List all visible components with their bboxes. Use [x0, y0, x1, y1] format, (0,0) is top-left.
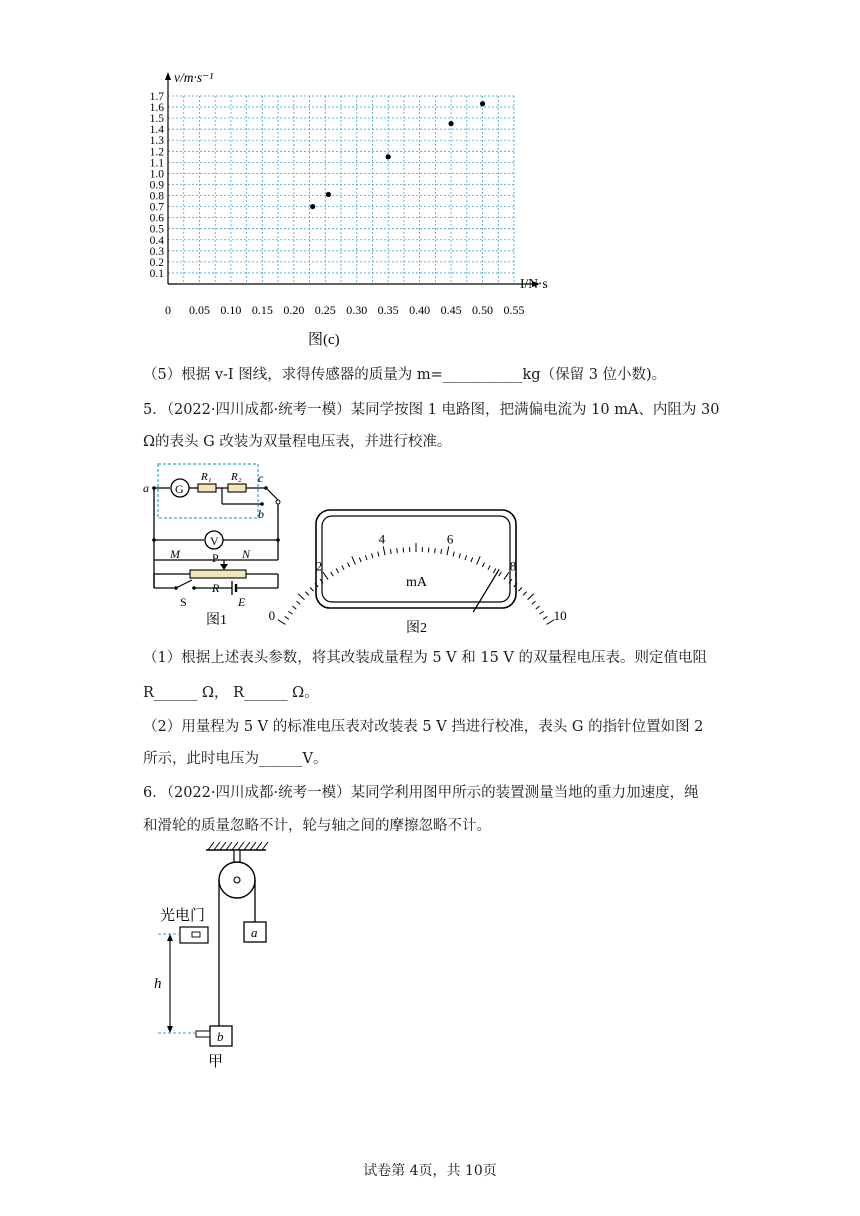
- data-point: [326, 192, 331, 197]
- fig1-caption: 图1: [206, 613, 227, 628]
- resistor-R1: [198, 484, 216, 492]
- q5-part1-line1: （1）根据上述表头参数，将其改装成量程为 5 V 和 15 V 的双量程电压表。则定值电阻: [143, 650, 707, 666]
- dial-unit: mA: [406, 575, 427, 590]
- x-axis-label: I/N·s: [520, 276, 548, 291]
- q6-stem-line1: 6．（2022·四川成都·统考一模）某同学利用图甲所示的装置测量当地的重力加速度，绳: [143, 785, 699, 801]
- y-axis-arrow: [165, 72, 171, 80]
- q5-stem-line2: Ω的表头 G 改装为双量程电压表，并进行校准。: [143, 434, 452, 450]
- hatch-line: [220, 842, 226, 850]
- y-tick-label: 0.8: [149, 190, 164, 203]
- x-tick-label: 0.45: [440, 303, 462, 317]
- data-points: [310, 101, 485, 209]
- y-tick-label: 1.7: [149, 91, 164, 103]
- x-tick-label: 0.10: [220, 303, 242, 317]
- y-tick-label: 0.3: [149, 245, 164, 258]
- rheostat: [190, 570, 246, 578]
- y-axis-label: v/m·s⁻¹: [174, 70, 214, 85]
- label-G: G: [175, 482, 184, 496]
- hatch-line: [232, 842, 238, 850]
- label-c: c: [258, 471, 264, 485]
- dial-tick: [519, 587, 522, 591]
- x-tick-label: 0.40: [409, 303, 431, 317]
- label-a: a: [143, 481, 149, 495]
- data-point: [386, 154, 391, 159]
- y-tick-label: 1.1: [149, 157, 164, 170]
- dial-tick: [523, 592, 526, 596]
- y-tick-label: 1.5: [149, 113, 164, 126]
- dial-tick: [532, 601, 536, 604]
- label-S: S: [180, 595, 187, 609]
- chart-caption: 图(c): [308, 332, 340, 348]
- dial-scale-label: 8: [509, 558, 517, 574]
- range-switch: [266, 488, 278, 500]
- label-R1: R₁: [201, 471, 212, 483]
- y-tick-label: 0.5: [149, 223, 164, 236]
- x-tick-label: 0.35: [377, 303, 399, 317]
- y-tick-label: 1.0: [149, 168, 164, 181]
- dial-scale-label: 0: [268, 607, 276, 623]
- data-point: [480, 101, 485, 106]
- x-tick-label: 0: [165, 303, 171, 317]
- dial-tick: [536, 606, 540, 609]
- y-tick-label: 0.6: [149, 212, 164, 225]
- label-h: h: [154, 976, 162, 992]
- label-R2: R₂: [231, 471, 242, 483]
- x-tick-label: 0.25: [314, 303, 336, 317]
- label-V: V: [210, 534, 219, 548]
- dial-tick: [310, 587, 313, 591]
- page-footer: 试卷第 4页，共 10页: [363, 1163, 497, 1179]
- hatch-line: [262, 842, 268, 850]
- y-tick-label: 1.2: [149, 146, 164, 159]
- hatch-line: [214, 842, 220, 850]
- q5-part2-line1: （2）用量程为 5 V 的标准电压表对改装表 5 V 挡进行校准，表头 G 的指针位置如图 2: [143, 719, 704, 735]
- x-tick-label: 0.20: [283, 303, 305, 317]
- y-tick-label: 0.9: [149, 179, 164, 192]
- dial-tick: [540, 611, 544, 614]
- resistor-R2: [228, 484, 246, 492]
- dial-tick: [397, 548, 398, 553]
- x-tick-label: 0.30: [346, 303, 368, 317]
- q6-stem-line2: 和滑轮的质量忽略不计，轮与轴之间的摩擦忽略不计。: [143, 818, 491, 834]
- label-P: P: [212, 551, 219, 565]
- label-b: b: [258, 507, 264, 521]
- dial-tick: [305, 592, 308, 596]
- chart-grid: [168, 96, 514, 284]
- dial-tick: [543, 616, 547, 619]
- pulley-apparatus: [150, 840, 310, 1070]
- x-tick-labels: [165, 303, 525, 317]
- x-tick-label: 0.55: [503, 303, 525, 317]
- hatch-line: [226, 842, 232, 850]
- y-tick-label: 1.3: [149, 135, 164, 148]
- ceiling-hatch: [208, 842, 268, 850]
- x-tick-label: 0.50: [472, 303, 494, 317]
- data-point: [310, 204, 315, 209]
- fig2-caption: 图2: [406, 621, 427, 636]
- velocity-impulse-chart: [130, 62, 570, 352]
- q5-stem-line1: 5．（2022·四川成都·统考一模）某同学按图 1 电路图，把满偏电流为 10 mA、内阻为 30: [143, 402, 720, 418]
- hatch-line: [208, 842, 214, 850]
- q5-part1-line2: R______ Ω， R______ Ω。: [143, 685, 319, 701]
- hatch-line: [238, 842, 244, 850]
- x-tick-label: 0.15: [251, 303, 273, 317]
- dial-scale-label: 10: [553, 607, 567, 623]
- label-R: R: [212, 581, 220, 595]
- label-N: N: [242, 547, 251, 561]
- y-tick-label: 1.4: [149, 124, 164, 137]
- milliammeter-dial: [268, 508, 567, 636]
- q5-part5-text: （5）根据 v-I 图线，求得传感器的质量为 m=___________kg（保留 3 位小数)。: [143, 367, 667, 383]
- hatch-line: [244, 842, 250, 850]
- dial-scale-label: 2: [315, 558, 323, 574]
- hatch-line: [256, 842, 262, 850]
- y-tick-label: 0.7: [149, 201, 164, 214]
- label-M: M: [170, 547, 180, 561]
- dial-tick: [528, 594, 535, 600]
- y-tick-label: 0.4: [149, 234, 164, 247]
- circuit-diagram: [140, 460, 300, 632]
- photogate-label: 光电门: [160, 906, 206, 924]
- label-a-mass: a: [251, 925, 258, 940]
- y-tick-labels: [150, 91, 165, 280]
- dial-scale-label: 4: [378, 531, 386, 547]
- x-tick-label: 0.05: [188, 303, 210, 317]
- data-point: [448, 121, 453, 126]
- fig-jia-caption: 甲: [208, 1052, 224, 1070]
- main-switch-S: [176, 580, 192, 588]
- dial-scale-label: 6: [446, 531, 454, 547]
- q5-part2-line2: 所示，此时电压为______V。: [143, 751, 328, 767]
- y-tick-label: 1.6: [149, 102, 164, 115]
- y-tick-label: 0.2: [149, 256, 164, 269]
- label-b-mass: b: [217, 1029, 224, 1044]
- hatch-line: [250, 842, 256, 850]
- y-tick-label: 0.1: [149, 267, 164, 280]
- label-E: E: [238, 595, 246, 609]
- dial-tick: [435, 548, 436, 553]
